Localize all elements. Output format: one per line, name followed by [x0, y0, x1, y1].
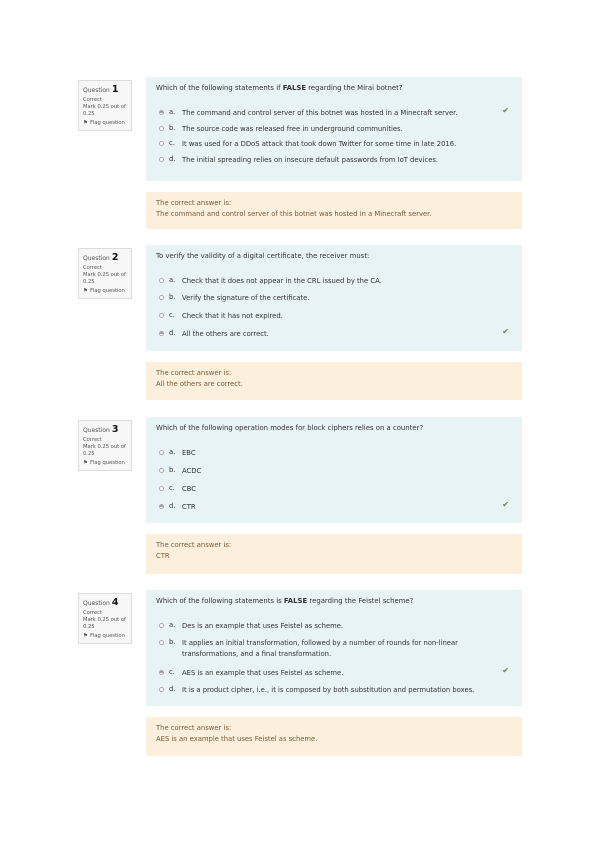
radio-selected[interactable] — [159, 670, 164, 675]
question-box-2 — [146, 245, 522, 351]
option-a[interactable]: a. Check that it does not appear in the CRL issued by the CA. — [159, 276, 512, 287]
radio[interactable] — [159, 295, 164, 300]
option-d[interactable]: d. The initial spreading relies on insecure default passwords from IoT devices. — [159, 155, 512, 166]
question-text: Which of the following statements if FALSE regarding the Mirai botnet? — [156, 84, 403, 92]
option-c[interactable]: c. It was used for a DDoS attack that took down Twitter for some time in late 2016. — [159, 139, 512, 150]
answer-title: The correct answer is: — [156, 369, 232, 377]
question-info-3 — [78, 420, 132, 471]
radio-selected[interactable] — [159, 504, 164, 509]
answer-box-4 — [146, 717, 522, 756]
radio[interactable] — [159, 157, 164, 162]
answer-title: The correct answer is: — [156, 724, 232, 732]
question-info-1 — [78, 80, 132, 131]
check-icon: ✔ — [502, 327, 509, 336]
question-text: Which of the following operation modes for block ciphers relies on a counter? — [156, 424, 424, 432]
radio-selected[interactable] — [159, 331, 164, 336]
question-mark: Mark 0.25 out of 0.25 — [83, 616, 126, 630]
flag-icon: ⚑ — [83, 287, 88, 294]
radio[interactable] — [159, 623, 164, 628]
answer-text: AES is an example that uses Feistel as scheme. — [156, 734, 318, 743]
option-d[interactable]: d. It is a product cipher, i.e., it is composed by both substitution and permutation boxes. — [159, 685, 512, 696]
flag-icon: ⚑ — [83, 459, 88, 466]
check-icon: ✔ — [502, 500, 509, 509]
question-box-3 — [146, 417, 522, 523]
flag-question-link[interactable]: ⚑ Flag question — [83, 287, 125, 295]
radio[interactable] — [159, 278, 164, 283]
radio[interactable] — [159, 313, 164, 318]
check-icon: ✔ — [502, 666, 509, 675]
question-status: Correct — [83, 96, 102, 103]
option-b[interactable]: b. The source code was released free in underground communities. — [159, 124, 512, 135]
option-b[interactable]: b. Verify the signature of the certificate. — [159, 293, 512, 304]
question-text: Which of the following statements is FALSE regarding the Feistel scheme? — [156, 597, 414, 605]
check-icon: ✔ — [502, 106, 509, 115]
question-number: Question 1 — [83, 84, 119, 95]
answer-box-1 — [146, 192, 522, 229]
question-mark: Mark 0.25 out of 0.25 — [83, 443, 126, 457]
radio[interactable] — [159, 141, 164, 146]
flag-icon: ⚑ — [83, 119, 88, 126]
radio[interactable] — [159, 468, 164, 473]
option-b[interactable]: b. ACDC — [159, 466, 512, 477]
flag-icon: ⚑ — [83, 632, 88, 639]
flag-question-link[interactable]: ⚑ Flag question — [83, 459, 125, 467]
question-info-2 — [78, 248, 132, 299]
radio[interactable] — [159, 687, 164, 692]
flag-question-link[interactable]: ⚑ Flag question — [83, 632, 125, 640]
option-c[interactable]: c. CBC — [159, 484, 512, 495]
option-c[interactable]: c. Check that it has not expired. — [159, 311, 512, 322]
question-status: Correct — [83, 264, 102, 271]
question-number: Question 2 — [83, 252, 119, 263]
radio[interactable] — [159, 486, 164, 491]
question-text: To verify the validity of a digital certificate, the receiver must: — [156, 252, 370, 260]
question-status: Correct — [83, 436, 102, 443]
answer-text: CTR — [156, 551, 170, 560]
question-box-1 — [146, 77, 522, 181]
radio[interactable] — [159, 126, 164, 131]
question-number: Question 4 — [83, 597, 119, 608]
option-b[interactable]: b. It applies an initial transformation, followed by a number of rounds for non-linear transformations, and a final transformation. — [159, 638, 492, 659]
option-c[interactable]: c. AES is an example that uses Feistel as scheme. — [159, 668, 512, 679]
answer-title: The correct answer is: — [156, 541, 232, 549]
question-box-4 — [146, 590, 522, 706]
option-d[interactable]: d. All the others are correct. — [159, 329, 512, 340]
option-a[interactable]: a. Des is an example that uses Feistel as scheme. — [159, 621, 512, 632]
question-number: Question 3 — [83, 424, 119, 435]
question-mark: Mark 0.25 out of 0.25 — [83, 103, 126, 117]
radio[interactable] — [159, 640, 164, 645]
question-mark: Mark 0.25 out of 0.25 — [83, 271, 126, 285]
option-a[interactable]: a. The command and control server of this botnet was hosted in a Minecraft server. — [159, 108, 512, 119]
flag-question-link[interactable]: ⚑ Flag question — [83, 119, 125, 127]
radio-selected[interactable] — [159, 110, 164, 115]
answer-box-3 — [146, 534, 522, 574]
option-d[interactable]: d. CTR — [159, 502, 512, 513]
option-a[interactable]: a. EBC — [159, 448, 512, 459]
answer-box-2 — [146, 362, 522, 400]
question-info-4 — [78, 593, 132, 644]
answer-text: All the others are correct. — [156, 379, 243, 388]
answer-title: The correct answer is: — [156, 199, 232, 207]
radio[interactable] — [159, 450, 164, 455]
answer-text: The command and control server of this botnet was hosted in a Minecraft server. — [156, 209, 432, 218]
question-status: Correct — [83, 609, 102, 616]
